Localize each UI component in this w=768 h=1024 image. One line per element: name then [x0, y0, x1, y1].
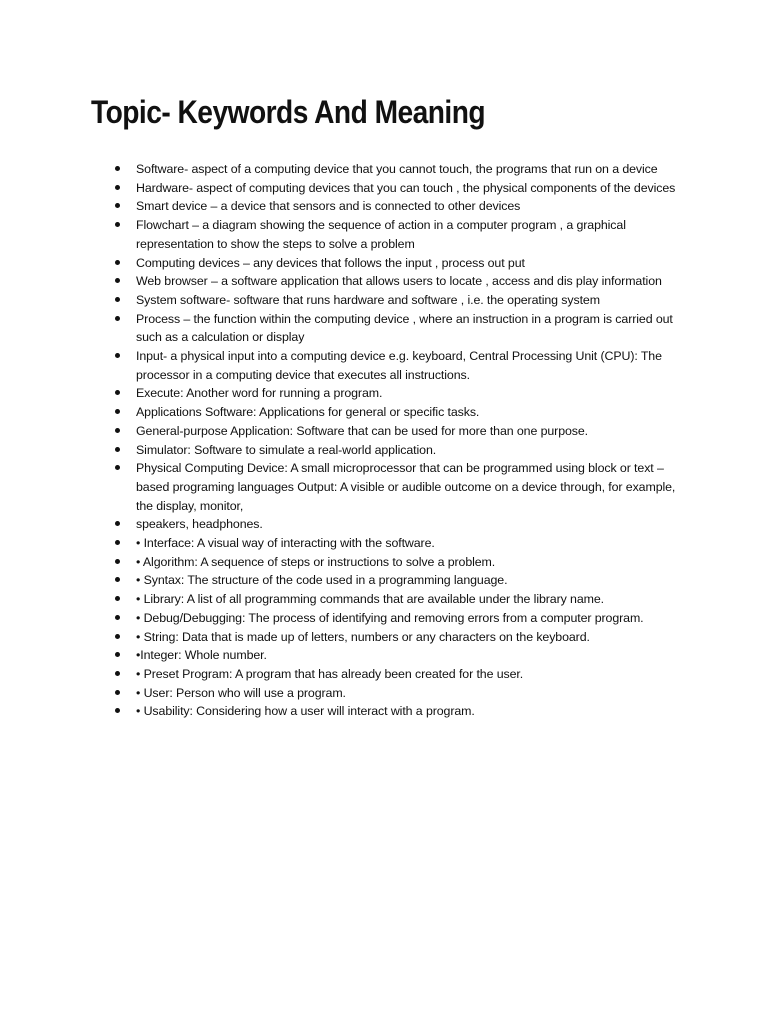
list-item: speakers, headphones.	[136, 515, 686, 534]
list-item: • String: Data that is made up of letters, numbers or any characters on the keyboard.	[136, 628, 686, 647]
list-item: Simulator: Software to simulate a real-world application.	[136, 441, 686, 460]
list-item: • Library: A list of all programming commands that are available under the library name.	[136, 590, 686, 609]
list-item: Flowchart – a diagram showing the sequence of action in a computer program , a graphical representation to show the steps to solve a problem	[136, 216, 686, 253]
list-item: • Algorithm: A sequence of steps or instructions to solve a problem.	[136, 553, 686, 572]
list-item: Process – the function within the computing device , where an instruction in a program is carried out such as a calculation or display	[136, 310, 686, 347]
list-item: Physical Computing Device: A small microprocessor that can be programmed using block or text – based programing languages Output: A visible or audible outcome on a device through, for example, the display, monitor,	[136, 459, 686, 515]
list-item: • Interface: A visual way of interacting with the software.	[136, 534, 686, 553]
list-item: • Usability: Considering how a user will interact with a program.	[136, 702, 686, 721]
list-item: Hardware- aspect of computing devices that you can touch , the physical components of the devices	[136, 179, 686, 198]
list-item: System software- software that runs hardware and software , i.e. the operating system	[136, 291, 686, 310]
list-item: • Syntax: The structure of the code used in a programming language.	[136, 571, 686, 590]
list-item: Software- aspect of a computing device that you cannot touch, the programs that run on a device	[136, 160, 686, 179]
document-title: Topic- Keywords And Meaning	[91, 94, 486, 130]
list-item: • Debug/Debugging: The process of identifying and removing errors from a computer program.	[136, 609, 686, 628]
list-item: •Integer: Whole number.	[136, 646, 686, 665]
keyword-list	[136, 160, 686, 721]
list-item: Input- a physical input into a computing device e.g. keyboard, Central Processing Unit (CPU): The processor in a computing device that executes all instructions.	[136, 347, 686, 384]
list-item: General-purpose Application: Software that can be used for more than one purpose.	[136, 422, 686, 441]
list-item: Computing devices – any devices that follows the input , process out put	[136, 254, 686, 273]
list-item: Web browser – a software application that allows users to locate , access and dis play information	[136, 272, 686, 291]
list-item: Applications Software: Applications for general or specific tasks.	[136, 403, 686, 422]
list-item: • Preset Program: A program that has already been created for the user.	[136, 665, 686, 684]
list-item: • User: Person who will use a program.	[136, 684, 686, 703]
list-item: Smart device – a device that sensors and is connected to other devices	[136, 197, 686, 216]
list-item: Execute: Another word for running a program.	[136, 384, 686, 403]
